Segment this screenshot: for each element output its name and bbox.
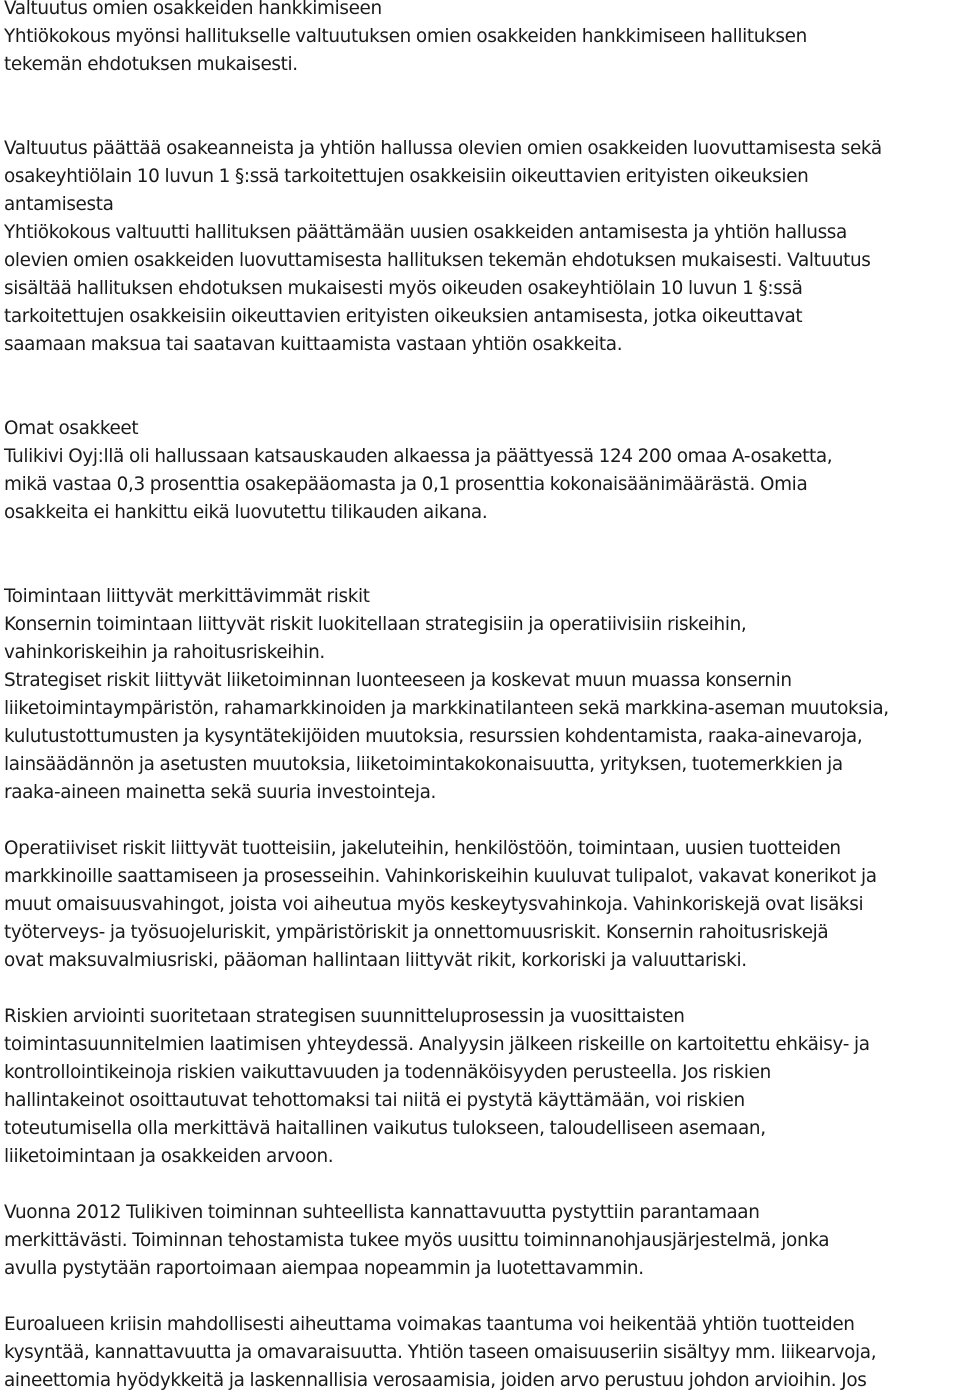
section-heading-share-issue-authorization: Valtuutus päättää osakeanneista ja yhtiön hallussa olevien omien osakkeiden luovuttamisesta sekä osakeyhtiölain 10 luvun 1 §:ssä tarkoitettujen osakkeisiin oikeuttavien erityisten oikeuksien antamisesta — [4, 138, 882, 215]
risk-assessment-paragraph: Riskien arviointi suoritetaan strategisen suunnitteluprosessin ja vuosittaisten toimintasuunnitelmien laatimisen yhteydessä. Analyysin jälkeen riskeille on kartoitettu ehkäisy- ja kontrollointikeinoja riskien vaikuttavuuden ja todennäköisyyden perusteella. Jos riskien hallintakeinot osoittautuvat tehottomaksi tai niitä ei pystytä käyttämään, voi riskien toteutumisella olla merkittävä haitallinen vaikutus tulokseen, taloudelliseen asemaan, liiketoimintaan ja osakkeiden arvoon. — [4, 1006, 870, 1167]
paragraph-spacer — [4, 1171, 958, 1199]
paragraph-spacer — [4, 359, 958, 415]
risks-intro-paragraph: Konsernin toimintaan liittyvät riskit luokitellaan strategisiin ja operatiivisiin riskeihin, vahinkoriskeihin ja rahoitusriskeihin. — [4, 614, 747, 663]
section-heading-own-share-acquisition: Valtuutus omien osakkeiden hankkimiseen — [4, 0, 382, 19]
document-page — [4, 0, 958, 1395]
strategic-risks-paragraph: Strategiset riskit liittyvät liiketoiminnan luonteeseen ja koskevat muun muassa konsernin liiketoimintaympäristön, rahamarkkinoiden ja markkinatilanteen sekä markkina-aseman muutoksia, kulutustottumusten ja kysyntätekijöiden muutoksia, resurssien kohdentamista, raaka-ainevaroja, lainsäädännön ja asetusten muutoksia, liiketoimintakokonaisuutta, yrityksen, tuotemerkkien ja raaka-aineen mainetta sekä suuria investointeja. — [4, 670, 889, 803]
section-heading-risks: Toimintaan liittyvät merkittävimmät riskit — [4, 586, 370, 607]
operational-risks-paragraph: Operatiiviset riskit liittyvät tuotteisiin, jakeluteihin, henkilöstöön, toimintaan, uusien tuotteiden markkinoille saattamiseen ja prosesseihin. Vahinkoriskeihin kuuluvat tulipalot, vakavat konerikot ja muut omaisuusvahingot, joista voi aiheutua myös keskeytysvahinkoja. Vahinkoriskejä ovat lisäksi työterveys- ja työsuojeluriskit, ympäristöriskit ja onnettomuusriskit. Konsernin rahoitusriskejä ovat maksuvalmiusriski, pääoman hallintaan liittyvät rikit, korkoriski ja valuuttariski. — [4, 838, 877, 971]
paragraph-spacer — [4, 975, 958, 1003]
section-body-own-share-acquisition: Yhtiökokous myönsi hallitukselle valtuutuksen omien osakkeiden hankkimiseen hallituksen tekemän ehdotuksen mukaisesti. — [4, 26, 807, 75]
paragraph-spacer — [4, 807, 958, 835]
paragraph-spacer — [4, 1283, 958, 1311]
paragraph-spacer — [4, 527, 958, 583]
year-2012-paragraph: Vuonna 2012 Tulikiven toiminnan suhteellista kannattavuutta pystyttiin parantamaan merkittävästi. Toiminnan tehostamista tukee myös uusittu toiminnanohjausjärjestelmä, jonka avulla pystytään raportoimaan aiempaa nopeammin ja luotettavammin. — [4, 1202, 830, 1279]
paragraph-spacer — [4, 79, 958, 135]
section-heading-own-shares: Omat osakkeet — [4, 418, 139, 439]
section-body-share-issue-authorization: Yhtiökokous valtuutti hallituksen päättämään uusien osakkeiden antamisesta ja yhtiön hallussa olevien omien osakkeiden luovuttamisesta hallituksen tekemän ehdotuksen mukaisesti. Valtuutus sisältää hallituksen ehdotuksen mukaisesti myös oikeuden osakeyhtiölain 10 luvun 1 §:ssä tarkoitettujen osakkeisiin oikeuttavien erityisten oikeuksien antamisesta, jotka oikeuttavat saamaan maksua tai saatavan kuittaamista vastaan yhtiön osakkeita. — [4, 222, 871, 355]
euro-crisis-paragraph: Euroalueen kriisin mahdollisesti aiheuttama voimakas taantuma voi heikentää yhtiön tuotteiden kysyntää, kannattavuutta ja omavaraisuutta. Yhtiön taseen omaisuuseriin sisältyy mm. liikearvoja, aineettomia hyödykkeitä ja laskennallisia verosaamisia, joiden arvo perustuu johdon arvioihin. Jos — [4, 1314, 877, 1391]
section-body-own-shares: Tulikivi Oyj:llä oli hallussaan katsauskauden alkaessa ja päättyessä 124 200 omaa A-osaketta, mikä vastaa 0,3 prosenttia osakepääomasta ja 0,1 prosenttia kokonaisäänimäärästä. Omia osakkeita ei hankittu eikä luovutettu tilikauden aikana. — [4, 446, 833, 523]
